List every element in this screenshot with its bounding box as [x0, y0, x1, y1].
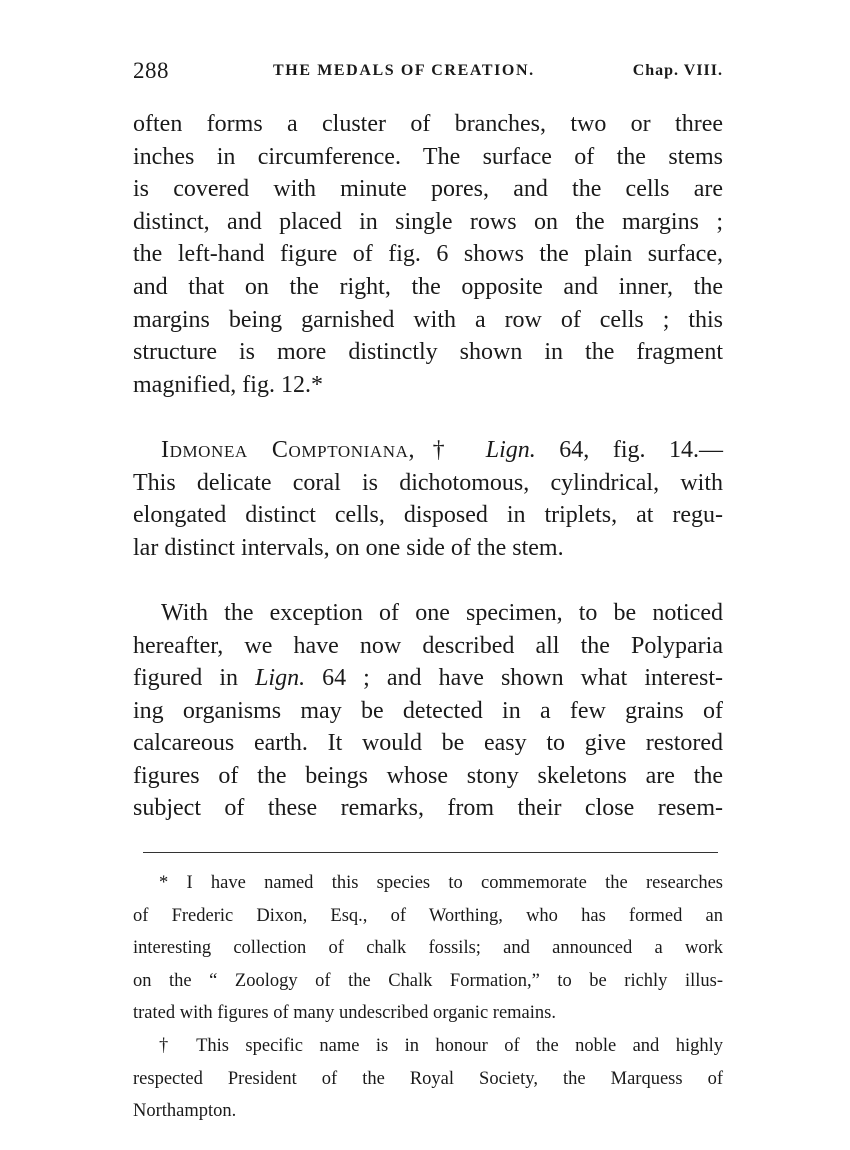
lign-reference: Lign. [485, 436, 536, 463]
text-fragment: figured in [133, 665, 256, 692]
dagger-mark: † [415, 436, 463, 463]
footnote-line: interesting collection of chalk fossils; and announced a work [133, 938, 723, 959]
text-line: This delicate coral is dichotomous, cylindrical, with [133, 469, 723, 496]
footnote-line: on the “ Zoology of the Chalk Formation,” to be richly illus- [133, 970, 723, 991]
chapter-prefix: Chap. [632, 62, 680, 79]
footnote-line: * I have named this species to commemorate the researches [159, 873, 723, 893]
text-line: ing organisms may be detected in a few grains of [133, 697, 723, 724]
text-line: magnified, fig. 12.* [133, 371, 323, 398]
text-line: the left-hand figure of fig. 6 shows the plain surface, [133, 241, 723, 268]
page-header [133, 58, 723, 88]
running-title: THE MEDALS OF CREATION. [273, 62, 535, 79]
footnote-line: respected President of the Royal Society, the Marquess of [133, 1068, 723, 1089]
chapter-label [633, 62, 723, 80]
footnote-line: Northampton. [133, 1101, 237, 1122]
footnotes [133, 871, 723, 1132]
chapter-number: VIII. [683, 62, 723, 79]
footnote-divider [143, 852, 718, 853]
text-line: inches in circumference. The surface of the stems [133, 143, 723, 170]
text-line: structure is more distinctly shown in the fragment [133, 339, 723, 366]
footnote-line: † This specific name is in honour of the noble and highly [159, 1035, 723, 1056]
main-text [133, 108, 723, 825]
footnote-line: trated with figures of many undescribed organic remains. [133, 1003, 556, 1024]
species-heading-line [133, 434, 723, 467]
species-name: Idmonea Comptoniana, [161, 436, 416, 463]
text-line: margins being garnished with a row of cells ; this [133, 306, 723, 333]
text-line [133, 662, 723, 695]
lign-reference: Lign. [255, 665, 306, 692]
text-line: distinct, and placed in single rows on the margins ; [133, 208, 723, 235]
text-line: subject of these remarks, from their close resem- [133, 795, 723, 822]
text-line: With the exception of one specimen, to be noticed [161, 599, 723, 626]
text-line: and that on the right, the opposite and inner, the [133, 273, 723, 300]
text-line: hereafter, we have now described all the Polyparia [133, 632, 723, 659]
text-line: calcareous earth. It would be easy to give restored [133, 730, 723, 757]
page-number: 288 [133, 58, 169, 83]
text-line: lar distinct intervals, on one side of the stem. [133, 534, 564, 561]
text-fragment: 64 ; and have shown what interest- [305, 665, 723, 692]
text-line: elongated distinct cells, disposed in triplets, at regu- [133, 502, 723, 529]
figure-reference: 64, fig. 14.— [535, 436, 724, 463]
text-line: figures of the beings whose stony skeletons are the [133, 762, 723, 789]
footnote-line: of Frederic Dixon, Esq., of Worthing, who has formed an [133, 905, 723, 926]
text-line: often forms a cluster of branches, two or three [133, 111, 723, 137]
text-line: is covered with minute pores, and the cells are [133, 176, 723, 203]
